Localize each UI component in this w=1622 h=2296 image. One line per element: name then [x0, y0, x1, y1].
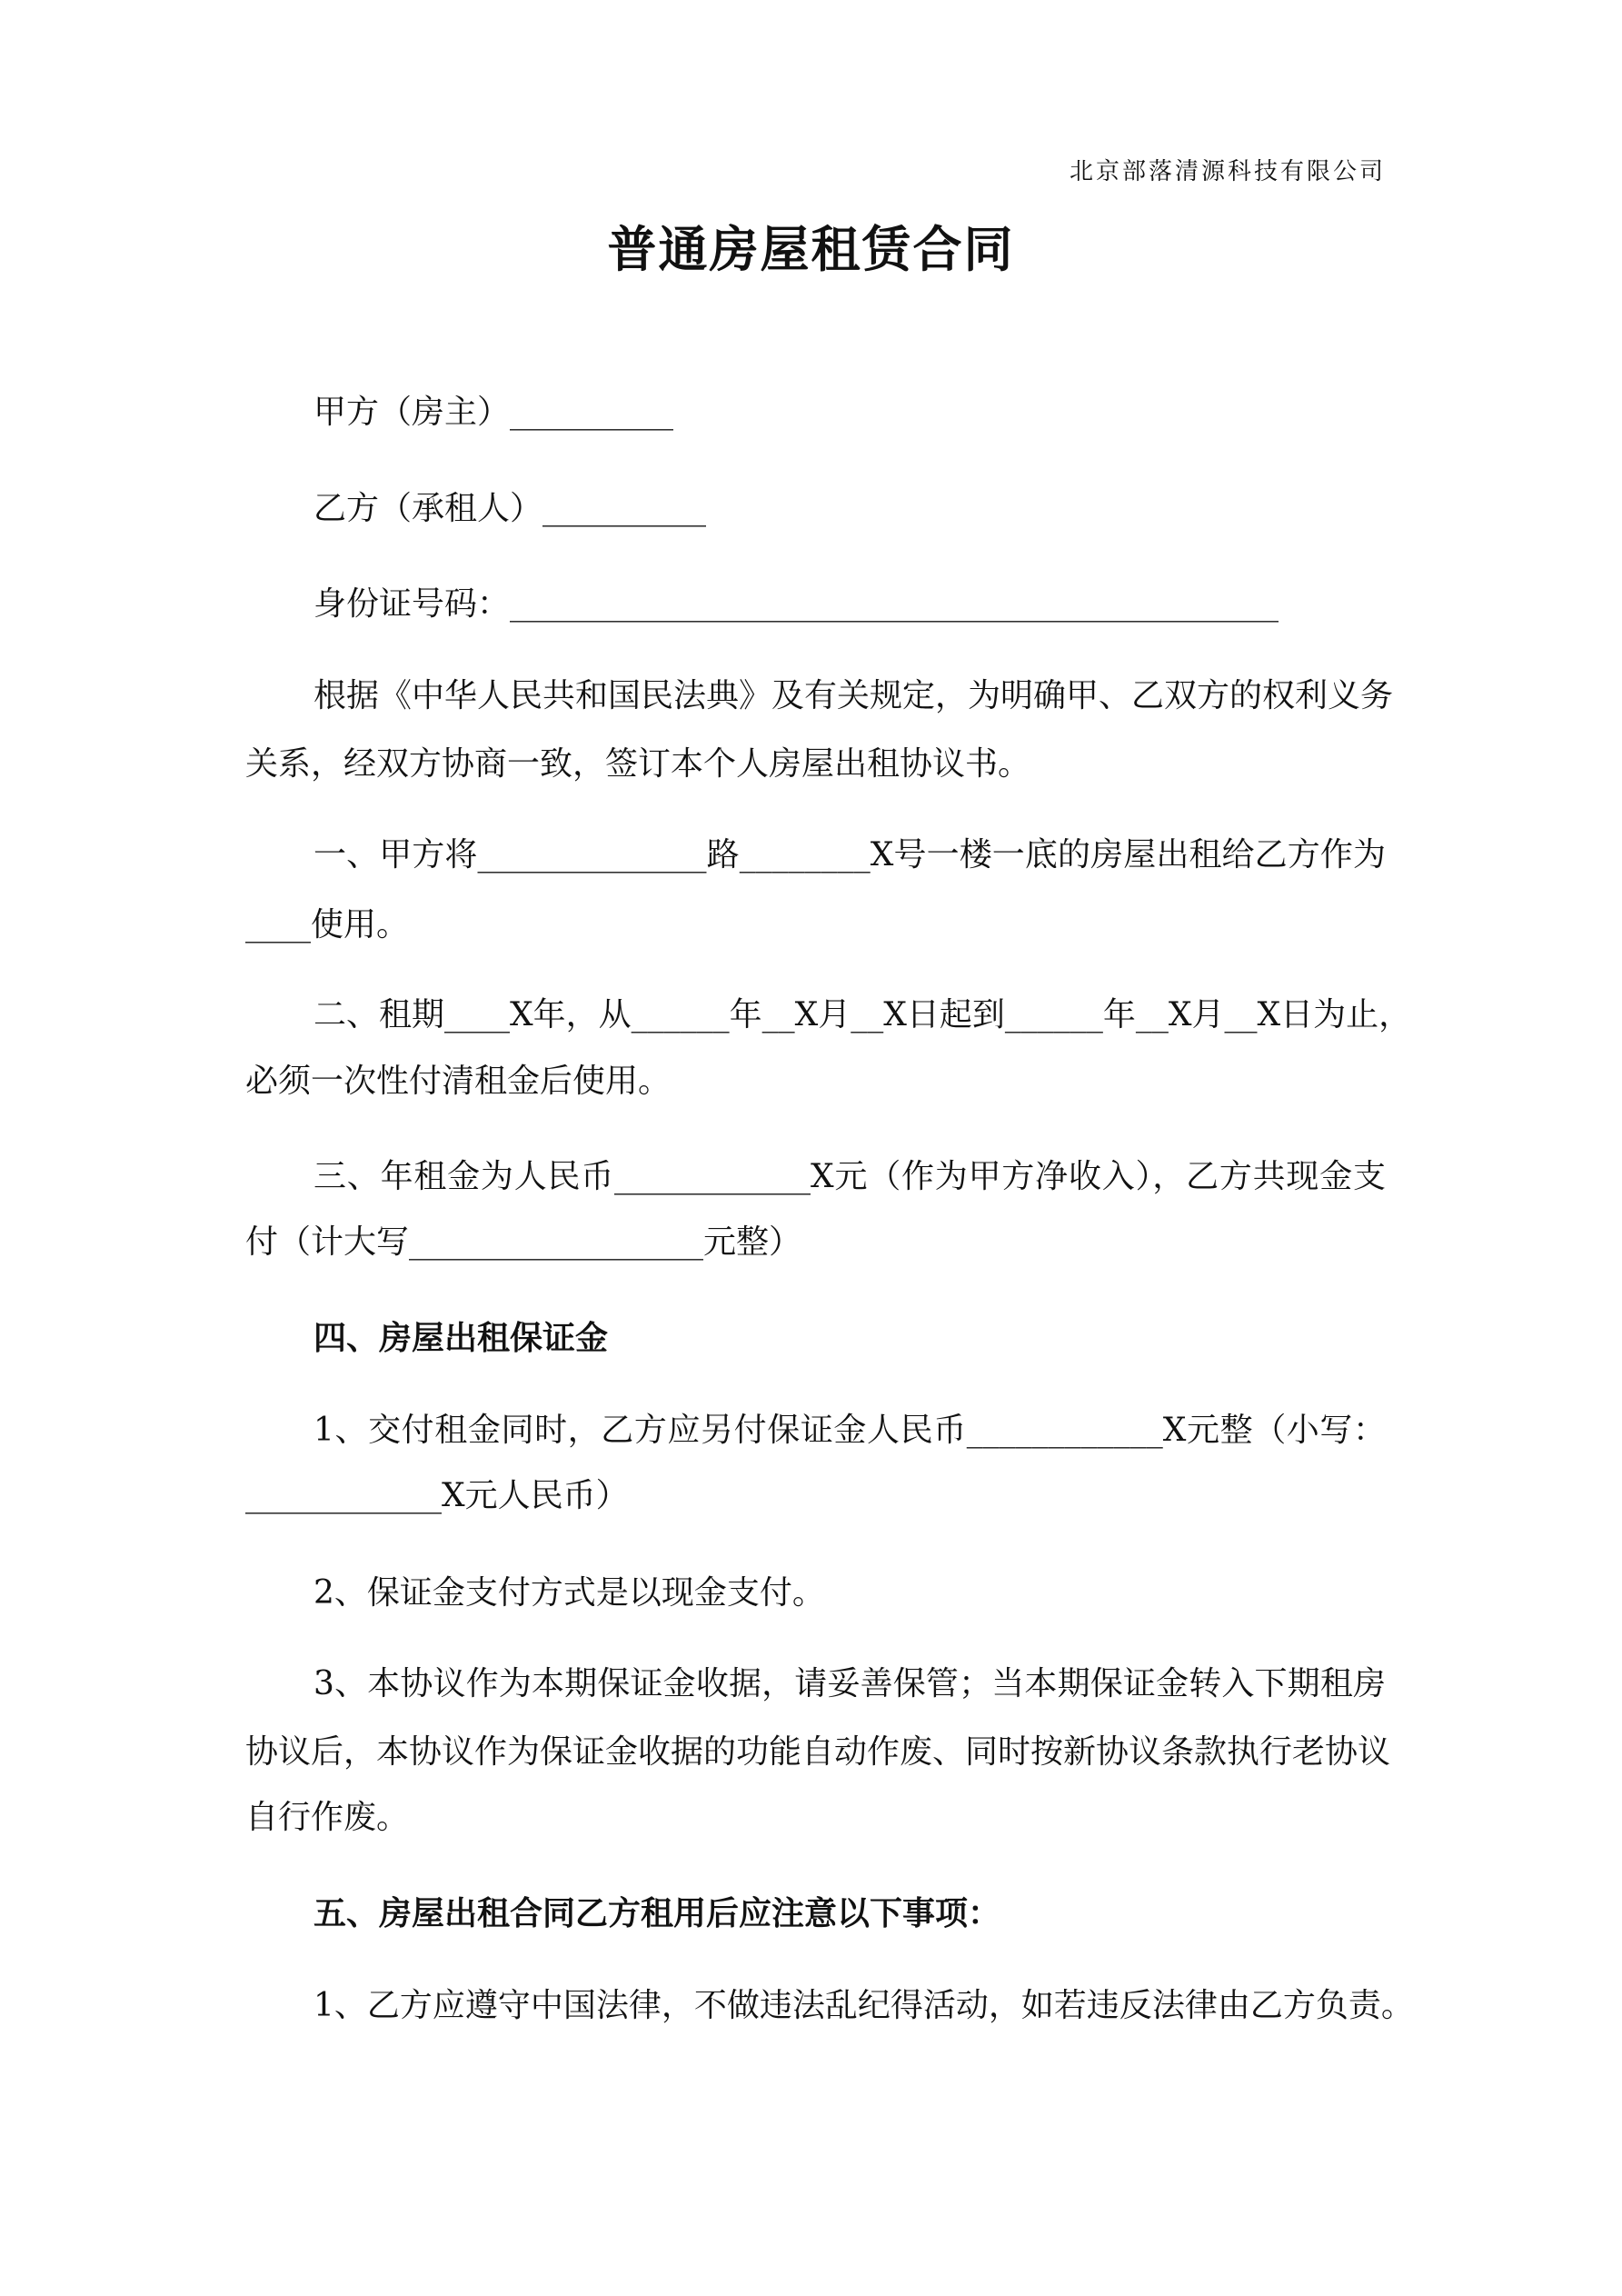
clause-1-line: ____使用。 — [245, 906, 410, 943]
section-4-heading: 四、房屋出租保证金 — [313, 1319, 609, 1357]
section-5-item-1: 1、乙方应遵守中国法律，不做违法乱纪得活动，如若违反法律由乙方负责。 — [313, 1987, 1414, 2024]
clause-3-line: 付（计大写__________________元整） — [245, 1223, 802, 1261]
section-4-item-3-line: 自行作废。 — [245, 1799, 410, 1836]
section-4-item-1-line: 1、交付租金同时，乙方应另付保证金人民币____________X元整（小写： — [313, 1412, 1386, 1449]
clause-3-line: 三、年租金为人民币____________X元（作为甲方净收入），乙方共现金支 — [313, 1158, 1386, 1195]
section-4-item-2: 2、保证金支付方式是以现金支付。 — [313, 1574, 825, 1612]
id-number-field: 身份证号码：_______________________________________________ — [313, 585, 1279, 623]
preamble-line: 关系，经双方协商一致，签订本个人房屋出租协议书。 — [245, 745, 1031, 783]
tenant-field: 乙方（承租人）__________ — [313, 490, 707, 527]
clause-1-line: 一、甲方将______________路________X号一楼一底的房屋出租给乙方作为 — [313, 836, 1386, 873]
section-5-heading: 五、房屋出租合同乙方租用后应注意以下事项： — [313, 1894, 1001, 1932]
clause-2-line: 二、租期____X年，从______年__X月__X日起到______年__X月__X日为止， — [313, 996, 1412, 1033]
document-title: 普通房屋租赁合同 — [607, 220, 1015, 278]
section-4-item-3-line: 协议后，本协议作为保证金收据的功能自动作废、同时按新协议条款执行老协议 — [245, 1733, 1391, 1771]
clause-2-line: 必须一次性付清租金后使用。 — [245, 1063, 672, 1100]
landlord-field: 甲方（房主）__________ — [313, 394, 674, 431]
company-name: 北京部落清源科技有限公司 — [1069, 158, 1386, 185]
section-4-item-1-line: ____________X元人民币） — [245, 1477, 629, 1514]
preamble-line: 根据《中华人民共和国民法典》及有关规定，为明确甲、乙双方的权利义务 — [313, 677, 1394, 714]
section-4-item-3-line: 3、本协议作为本期保证金收据，请妥善保管；当本期保证金转入下期租房 — [313, 1665, 1386, 1702]
